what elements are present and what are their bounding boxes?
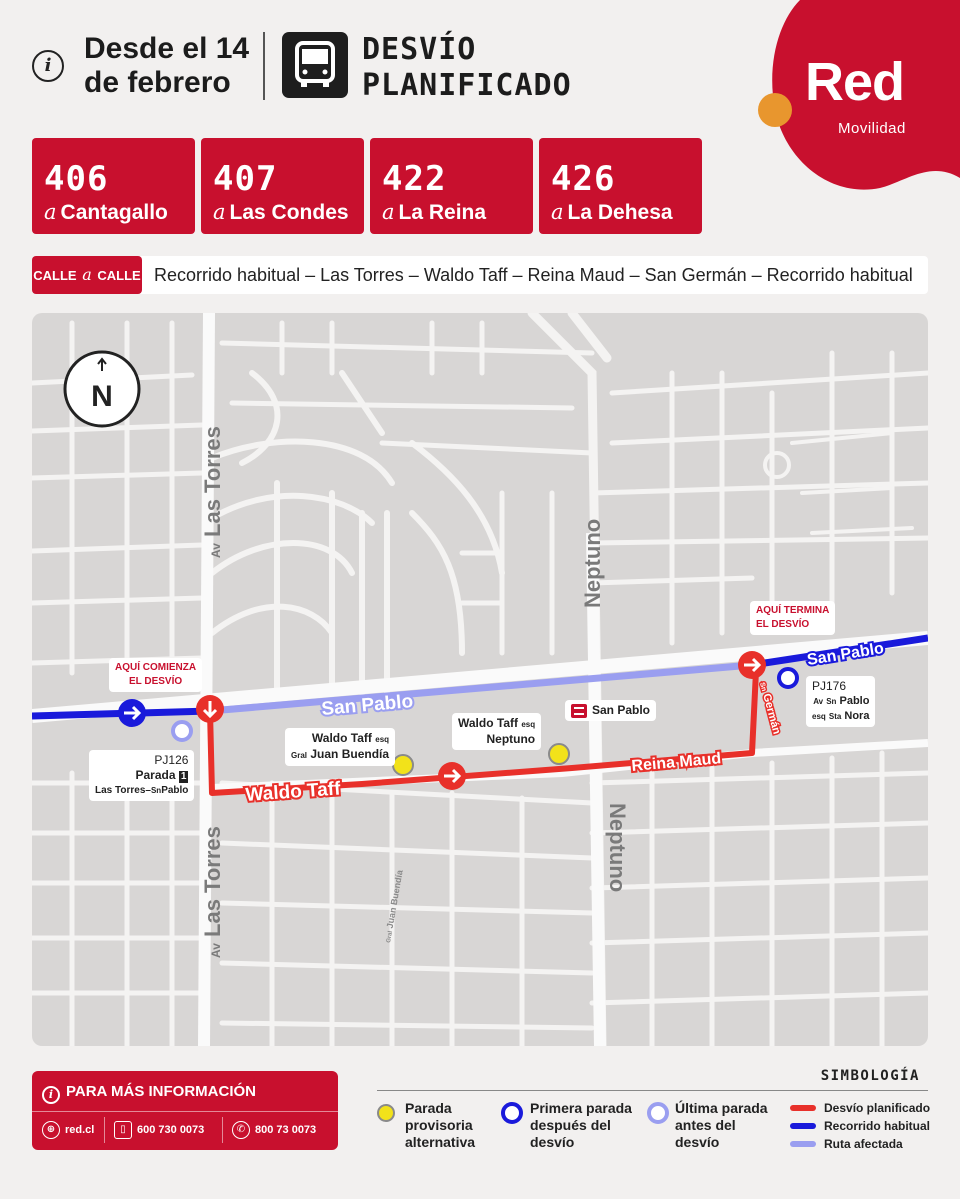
detour-map <box>32 313 928 1046</box>
provisional-stop-1 <box>393 755 413 775</box>
detour-start-label: AQUÍ COMIENZA EL DESVÍO <box>109 658 202 692</box>
route-number: 406 <box>44 159 109 199</box>
legend-detour: Desvío planificado <box>824 1101 931 1115</box>
juan-buendia-label: Gral Juan Buendía <box>384 869 405 944</box>
metro-station-label: San Pablo <box>565 700 656 721</box>
website-link[interactable]: ⊕ red.cl <box>42 1117 94 1143</box>
route-destination: Cantagallo <box>60 201 168 224</box>
effective-date: Desde el 14 de febrero <box>84 32 250 99</box>
info-icon: i <box>42 1086 60 1104</box>
logo-red: Red <box>805 52 905 112</box>
logo-movilidad: Movilidad <box>838 120 906 137</box>
reina-maud-label: Reina Maud <box>630 750 722 775</box>
info-icon: i <box>32 50 64 82</box>
stop-pj176-label: PJ176 Av Sn Pablo esq Sta Nora <box>806 676 875 727</box>
last-stop-marker <box>173 722 191 740</box>
san-pablo-label-east: San Pablo <box>805 640 886 669</box>
route-prefix: a <box>44 200 57 224</box>
detour-arrow-icon <box>438 762 466 790</box>
street-by-street-bar <box>32 256 928 294</box>
legend-affected: Ruta afectada <box>824 1137 903 1151</box>
route-prefix: a <box>213 200 226 224</box>
route-prefix: a <box>551 200 564 224</box>
phone-2-link[interactable]: ✆ 800 73 0073 <box>232 1117 316 1143</box>
route-card <box>32 138 195 234</box>
route-card <box>539 138 702 234</box>
globe-icon: ⊕ <box>42 1121 60 1139</box>
neptuno-label-bottom: Neptuno <box>605 803 630 893</box>
provisional-stop-1-label: Waldo Taff esq Gral Juan Buendía <box>285 728 395 766</box>
north-compass-icon <box>65 352 139 426</box>
route-destination: Las Condes <box>229 201 349 224</box>
more-info-panel <box>32 1071 338 1150</box>
provisional-stop-symbol <box>377 1104 395 1122</box>
page-title: DESVÍO PLANIFICADO <box>362 32 572 103</box>
first-stop-marker <box>779 669 797 687</box>
legend-title: SIMBOLOGÍA <box>820 1068 920 1084</box>
detour-end-label: AQUÍ TERMINA EL DESVÍO <box>750 601 835 635</box>
waldo-taff-label: Waldo Taff <box>244 778 342 806</box>
legend <box>377 1068 931 1168</box>
usual-line-symbol <box>790 1123 816 1129</box>
last-stop-symbol <box>647 1102 669 1124</box>
affected-line-symbol <box>790 1141 816 1147</box>
provisional-stop-2-label: Waldo Taff esq Neptuno <box>452 713 541 750</box>
neptuno-label-top: Neptuno <box>580 518 605 608</box>
route-number: 426 <box>551 159 616 199</box>
street-by-street-tag: CALLE a CALLE <box>32 256 142 294</box>
start-arrow-icon <box>118 699 146 727</box>
las-torres-label-bottom: Av Las Torres <box>200 826 225 958</box>
las-torres-label-top: Av Las Torres <box>200 426 225 558</box>
route-card <box>370 138 533 234</box>
san-german-label: Sn Germán <box>758 681 783 736</box>
phone-1-link[interactable]: ▯ 600 730 0073 <box>114 1117 204 1143</box>
route-destination: La Reina <box>398 201 487 224</box>
route-number: 407 <box>213 159 278 199</box>
phone-icon: ✆ <box>232 1121 250 1139</box>
end-arrow-icon <box>738 651 766 679</box>
first-stop-symbol <box>501 1102 523 1124</box>
stop-pj126-label: PJ126 Parada 1 Las Torres–SnPablo <box>89 750 194 801</box>
metro-icon <box>571 704 587 718</box>
route-number: 422 <box>382 159 447 199</box>
legend-usual: Recorrido habitual <box>824 1119 931 1133</box>
legend-last-stop: Última parada antes del desvío <box>675 1100 768 1150</box>
turn-down-arrow-icon <box>196 695 224 723</box>
street-sequence: Recorrido habitual – Las Torres – Waldo Taff – Reina Maud – San Germán – Recorrido habitual <box>154 265 913 285</box>
neptuno-street <box>592 533 600 1046</box>
legend-provisional: Parada provisoria alternativa <box>405 1100 476 1150</box>
detour-line-symbol <box>790 1105 816 1111</box>
route-destination: La Dehesa <box>567 201 673 224</box>
mobile-phone-icon: ▯ <box>114 1121 132 1139</box>
route-prefix: a <box>382 200 395 224</box>
provisional-stop-2 <box>549 744 569 764</box>
legend-first-stop: Primera parada después del desvío <box>530 1100 632 1150</box>
more-info-title: i PARA MÁS INFORMACIÓN <box>42 1083 256 1104</box>
san-pablo-label-west: San Pablo <box>320 691 414 720</box>
svg-text:N: N <box>91 380 113 413</box>
route-card <box>201 138 364 234</box>
